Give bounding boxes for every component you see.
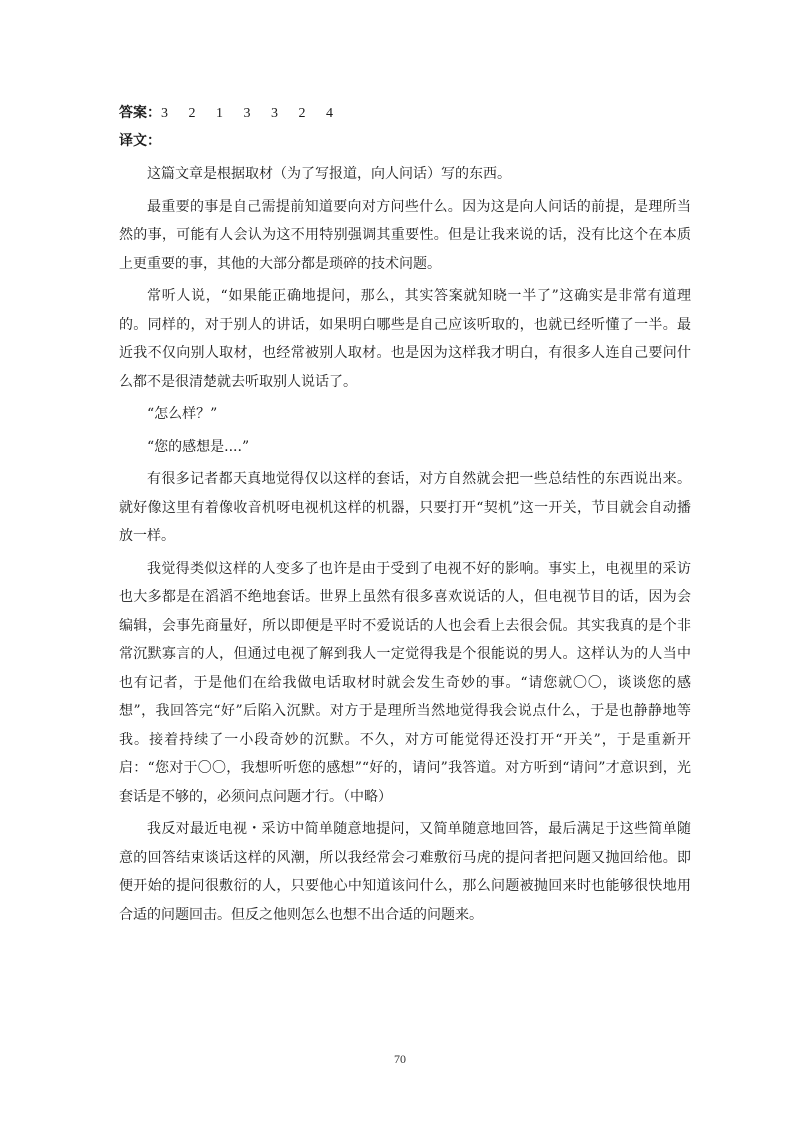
- paragraph: 有很多记者都天真地觉得仅以这样的套话，对方自然就会把一些总结性的东西说出来。就好像这里有着像收音机呀电视机这样的机器，只要打开“契机”这一开关，节目就会自动播放一样。: [119, 471, 691, 544]
- paragraph: 我反对最近电视・采访中简单随意地提问，又简单随意地回答，最后满足于这些简单随意的回答结束谈话这样的风潮，所以我经常会刁难敷衍马虎的提问者把问题又抛回给他。即便开始的提问很敷衍的人，只要他心中知道该问什么，那么问题被抛回来时也能够很快地用合适的问题回击。但反之他则怎么也想不出合适的问题来。: [119, 821, 691, 923]
- paragraph: 最重要的事是自己需提前知道要向对方问些什么。因为这是向人问话的前提，是理所当然的事，可能有人会认为这不用特别强调其重要性。但是让我来说的话，没有比这个在本质上更重要的事，其他的大部分都是琐碎的技术问题。: [119, 198, 691, 272]
- paragraph: 这篇文章是根据取材（为了写报道，向人问话）写的东西。: [147, 166, 511, 182]
- answer-line: [119, 100, 691, 128]
- dialog-line: “怎么样？”: [147, 406, 218, 422]
- page-number: 70: [394, 1052, 406, 1066]
- paragraph: 我觉得类似这样的人变多了也许是由于受到了电视不好的影响。事实上，电视里的采访也大多都是在滔滔不绝地套话。世界上虽然有很多喜欢说话的人，但电视节目的话，因为会编辑，会事先商量好，所以即便是平时不爱说话的人也会看上去很会侃。其实我真的是个非常沉默寡言的人，但通过电视了解到我人一定觉得我是个很能说的男人。这样认为的人当中也有记者，于是他们在给我做电话取材时就会发生奇妙的事。“请您就〇〇，谈谈您的感想”，我回答完“好”后陷入沉默。对方于是理所当然地觉得我会说点什么，于是也静静地等我。接着持续了一小段奇妙的沉默。不久，对方可能觉得还没打开“开关”，于是重新开启：“您对于〇〇，我想听听您的感想”“好的，请问”我答道。对方听到“请问”才意识到，光套话是不够的，必须问点问题才行。（中略）: [119, 560, 691, 805]
- dialog-line: “您的感想是....”: [147, 438, 250, 455]
- translation-label: 译文：: [119, 133, 161, 149]
- page-content: [119, 100, 691, 933]
- paragraph: 常听人说，“如果能正确地提问，那么，其实答案就知晓一半了”这确实是非常有道理的。同样的，对于别人的讲话，如果明白哪些是自己应该听取的，也就已经听懂了一半。最近我不仅向别人取材，也经常被别人取材。也是因为这样我才明白，有很多人连自己要问什么都不是很清楚就去听取别人说话了。: [119, 288, 691, 390]
- answer-values: 3 2 1 3 3 2 4: [161, 106, 342, 121]
- answer-label: 答案：: [119, 105, 161, 121]
